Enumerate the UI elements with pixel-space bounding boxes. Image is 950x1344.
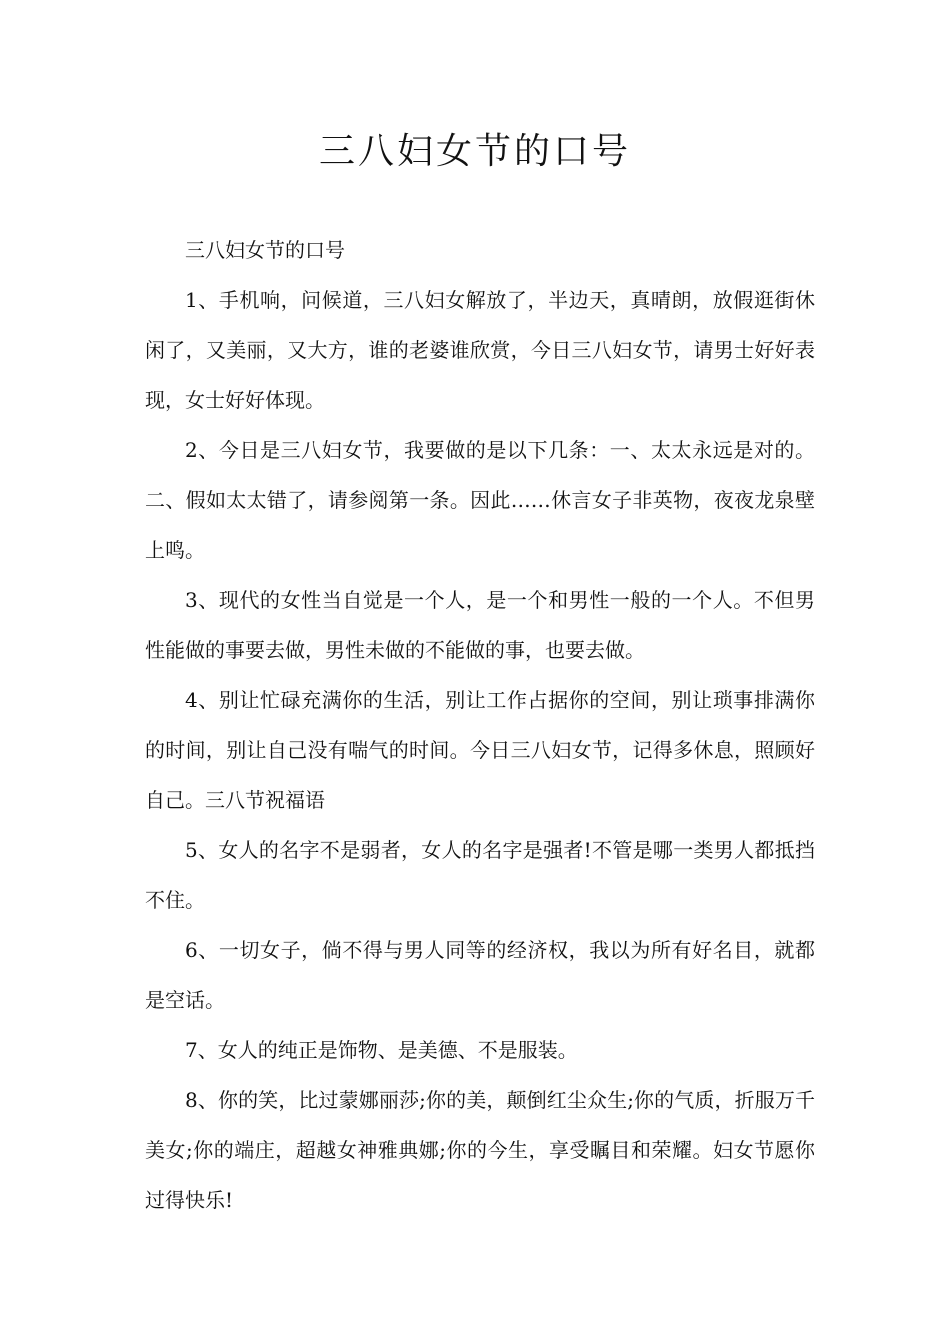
slogan-paragraph-7: 7、女人的纯正是饰物、是美德、不是服装。 xyxy=(185,1038,578,1062)
slogan-paragraph-5: 5、女人的名字不是弱者，女人的名字是强者!不管是哪一类男人都抵挡不住。 xyxy=(145,838,815,912)
slogan-paragraph-1: 1、手机响，问候道，三八妇女解放了，半边天，真晴朗，放假逛街休闲了，又美丽，又大方，谁的老婆谁欣赏，今日三八妇女节，请男士好好表现，女士好好体现。 xyxy=(145,288,815,412)
slogan-paragraph-8: 8、你的笑，比过蒙娜丽莎;你的美，颠倒红尘众生;你的气质，折服万千美女;你的端庄，超越女神雅典娜;你的今生，享受瞩目和荣耀。妇女节愿你过得快乐! xyxy=(145,1088,815,1212)
slogan-paragraph-6: 6、一切女子，倘不得与男人同等的经济权，我以为所有好名目，就都是空话。 xyxy=(145,938,815,1012)
document-body xyxy=(145,225,815,1225)
document-title: 三八妇女节的口号 xyxy=(318,131,631,172)
slogan-paragraph-2: 2、今日是三八妇女节，我要做的是以下几条：一、太太永远是对的。二、假如太太错了，请参阅第一条。因此……休言女子非英物，夜夜龙泉壁上鸣。 xyxy=(145,438,815,562)
slogan-paragraph-3: 3、现代的女性当自觉是一个人，是一个和男性一般的一个人。不但男性能做的事要去做，男性未做的不能做的事，也要去做。 xyxy=(145,588,815,662)
subtitle-paragraph: 三八妇女节的口号 xyxy=(185,238,345,262)
slogan-paragraph-4: 4、别让忙碌充满你的生活，别让工作占据你的空间，别让琐事排满你的时间，别让自己没有喘气的时间。今日三八妇女节，记得多休息，照顾好自己。三八节祝福语 xyxy=(145,688,815,812)
